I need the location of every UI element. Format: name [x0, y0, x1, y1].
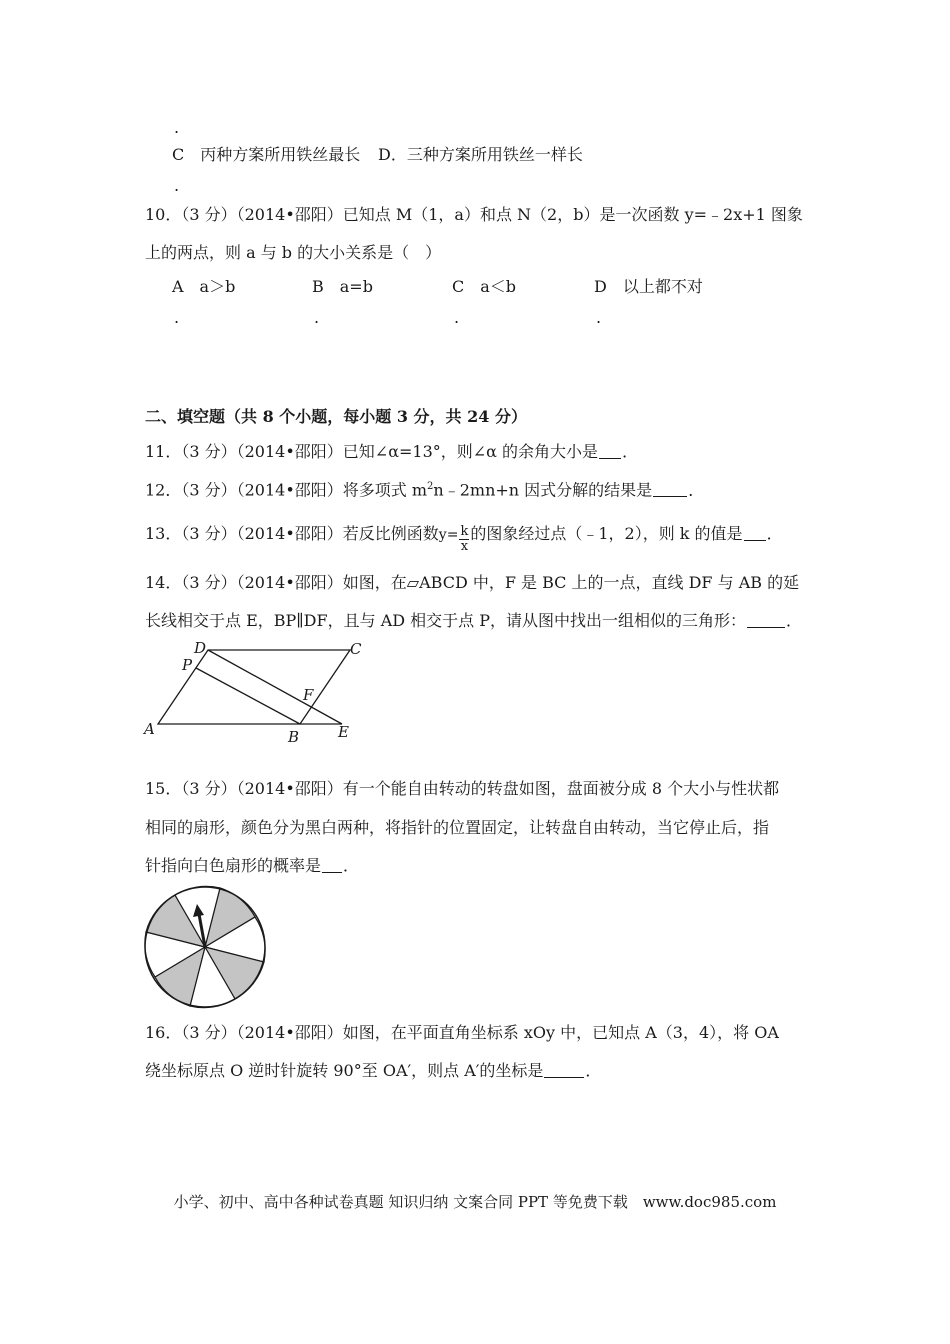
q16-text: 绕坐标原点 O 逆时针旋转 90°至 OA′，则点 A′的坐标是	[145, 1061, 544, 1080]
q14-line2	[145, 611, 802, 631]
option-dot: .	[174, 118, 180, 137]
q9-option-d: D．三种方案所用铁丝一样长	[378, 145, 583, 164]
option-dot: .	[314, 308, 320, 327]
option-dot: .	[454, 308, 460, 327]
q13-formula-y: y=	[438, 527, 459, 543]
label-c: C	[350, 640, 362, 658]
q12-text-post: n﹣2mn+n 因式分解的结果是	[433, 480, 653, 500]
spinner-figure	[142, 884, 268, 1010]
q13-end: ．	[766, 524, 783, 543]
label-d: D	[194, 639, 207, 657]
option-dot: .	[596, 308, 602, 327]
line-df-extended	[208, 650, 342, 724]
q13-fraction-denominator: x	[460, 539, 469, 554]
label-f: F	[303, 686, 314, 704]
q16-end: ．	[585, 1061, 602, 1080]
q12-text: 12．（3 分）（2014•邵阳）将多项式 m	[145, 480, 428, 500]
label-p: P	[182, 656, 193, 674]
q10-option-a: A a＞b	[172, 277, 236, 296]
q14-text: 长线相交于点 E，BP∥DF，且与 AD 相交于点 P，请从图中找出一组相似的三角形：	[145, 611, 747, 630]
answer-blank[interactable]	[322, 857, 342, 873]
q10-option-c: C a＜b	[452, 277, 517, 296]
answer-blank[interactable]	[653, 481, 687, 497]
q12	[145, 477, 704, 500]
answer-blank[interactable]	[747, 612, 785, 628]
q16-line1: 16．（3 分）（2014•邵阳）如图，在平面直角坐标系 xOy 中，已知点 A（3，4），将 OA	[145, 1023, 779, 1042]
q14-line1: 14．（3 分）（2014•邵阳）如图，在▱ABCD 中，F 是 BC 上的一点，直线 DF 与 AB 的延	[145, 573, 800, 592]
label-a: A	[144, 720, 155, 738]
q13-text: 13．（3 分）（2014•邵阳）若反比例函数	[145, 524, 439, 543]
q10-line2: 上的两点，则 a 与 b 的大小关系是（ ）	[145, 243, 442, 262]
answer-blank[interactable]	[544, 1062, 584, 1078]
section-title: 二、填空题（共 8 个小题，每小题 3 分，共 24 分）	[145, 407, 527, 426]
q13-text-post: 的图象经过点（﹣1，2），则 k 的值是	[470, 524, 743, 543]
label-e: E	[338, 723, 349, 741]
q13-fraction	[459, 525, 469, 554]
answer-blank[interactable]	[744, 525, 766, 541]
q14-end: ．	[786, 611, 803, 630]
line-bp	[196, 668, 300, 724]
page-footer: 小学、初中、高中各种试卷真题 知识归纳 文案合同 PPT 等免费下载 www.doc985.com	[173, 1193, 777, 1211]
q15-line3	[145, 856, 359, 876]
answer-blank[interactable]	[599, 443, 621, 459]
option-dot: .	[174, 308, 180, 327]
option-dot: .	[174, 176, 180, 195]
parallelogram-figure	[140, 638, 370, 748]
q12-end: ．	[688, 480, 705, 500]
q10-option-d: D 以上都不对	[594, 277, 703, 296]
q15-end: ．	[343, 856, 360, 875]
q10-line1: 10．（3 分）（2014•邵阳）已知点 M（1，a）和点 N（2，b）是一次函数 y=﹣2x+1 图象	[145, 205, 803, 224]
q15-line1: 15．（3 分）（2014•邵阳）有一个能自由转动的转盘如图，盘面被分成 8 个大小与性状都	[145, 779, 780, 798]
q11-text: 11．（3 分）（2014•邵阳）已知∠α=13°，则∠α 的余角大小是	[145, 442, 599, 461]
q11-end: ．	[622, 442, 639, 461]
label-b: B	[288, 728, 300, 746]
q12-superscript: 2	[427, 481, 434, 492]
q10-option-b: B a=b	[312, 277, 373, 296]
q15-line2: 相同的扇形，颜色分为黑白两种，将指针的位置固定，让转盘自由转动，当它停止后，指	[145, 818, 770, 837]
q13-fraction-numerator: k	[460, 524, 469, 539]
q11	[145, 442, 638, 462]
q16-line2	[145, 1061, 601, 1081]
q15-text: 针指向白色扇形的概率是	[145, 856, 322, 875]
q13	[145, 524, 783, 554]
q9-option-c: C 丙种方案所用铁丝最长	[172, 145, 361, 164]
